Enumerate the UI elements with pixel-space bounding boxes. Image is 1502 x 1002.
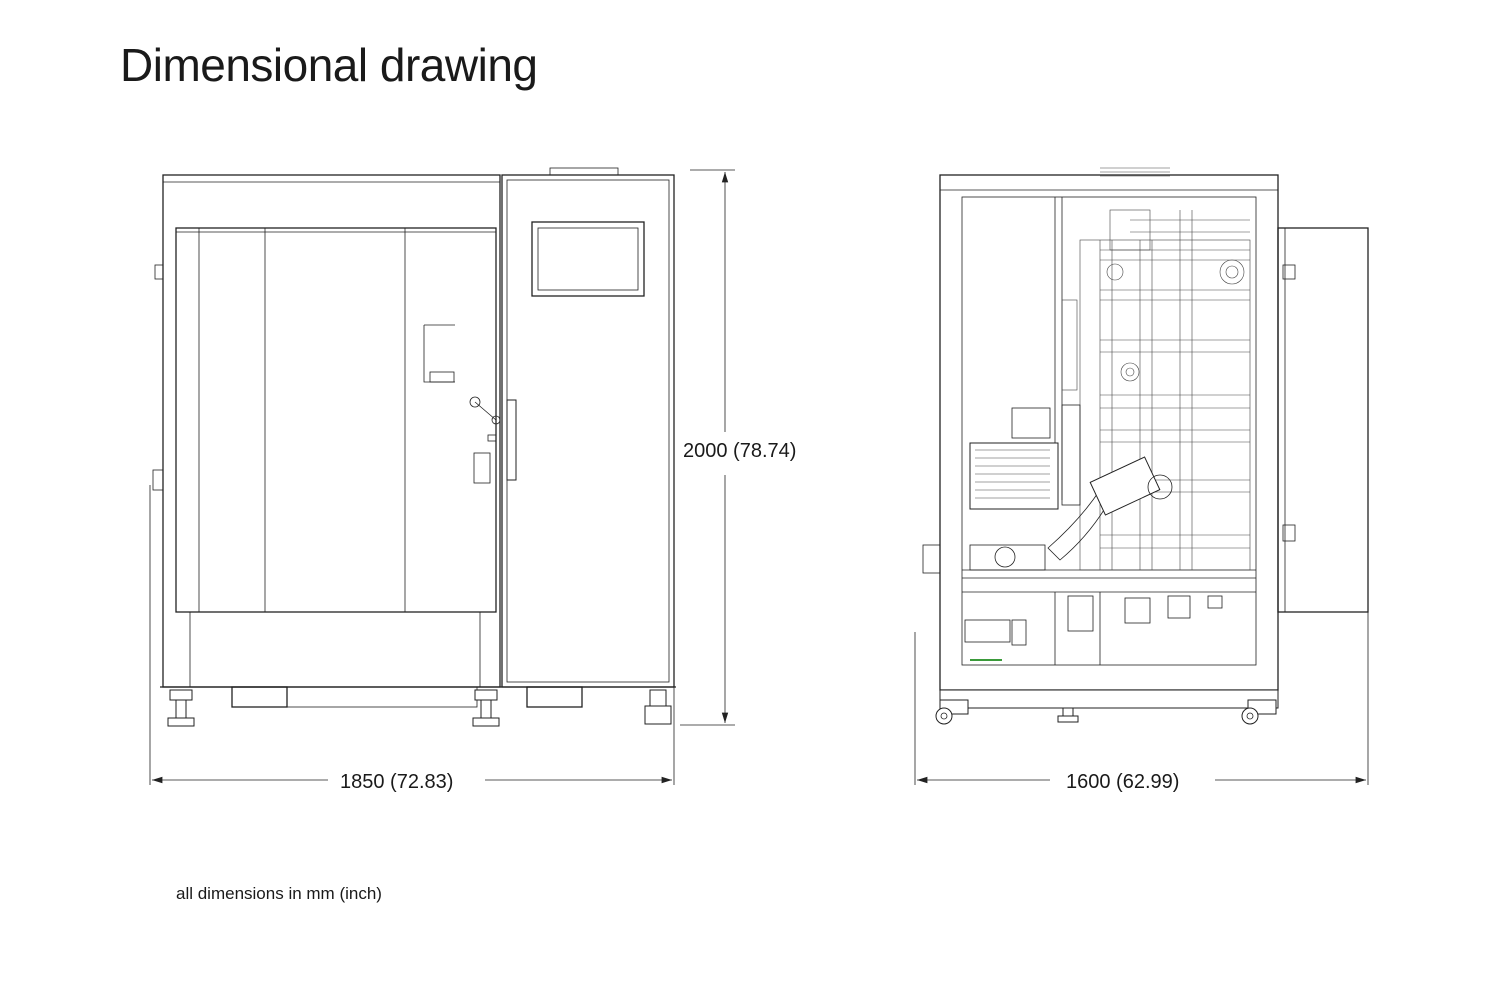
height-dimension: 2000 (78.74) xyxy=(675,440,804,463)
side-width-dimension: 1600 (62.99) xyxy=(1058,771,1187,794)
caster-wheel xyxy=(936,700,968,724)
foot xyxy=(645,690,671,724)
front-view xyxy=(150,168,676,785)
front-width-dimension: 1850 (72.83) xyxy=(332,771,461,794)
footnote: all dimensions in mm (inch) xyxy=(176,884,382,903)
side-view xyxy=(915,168,1368,785)
foot xyxy=(1058,708,1078,722)
foot xyxy=(168,690,194,726)
page-title: Dimensional drawing xyxy=(120,39,538,91)
foot xyxy=(473,690,499,726)
